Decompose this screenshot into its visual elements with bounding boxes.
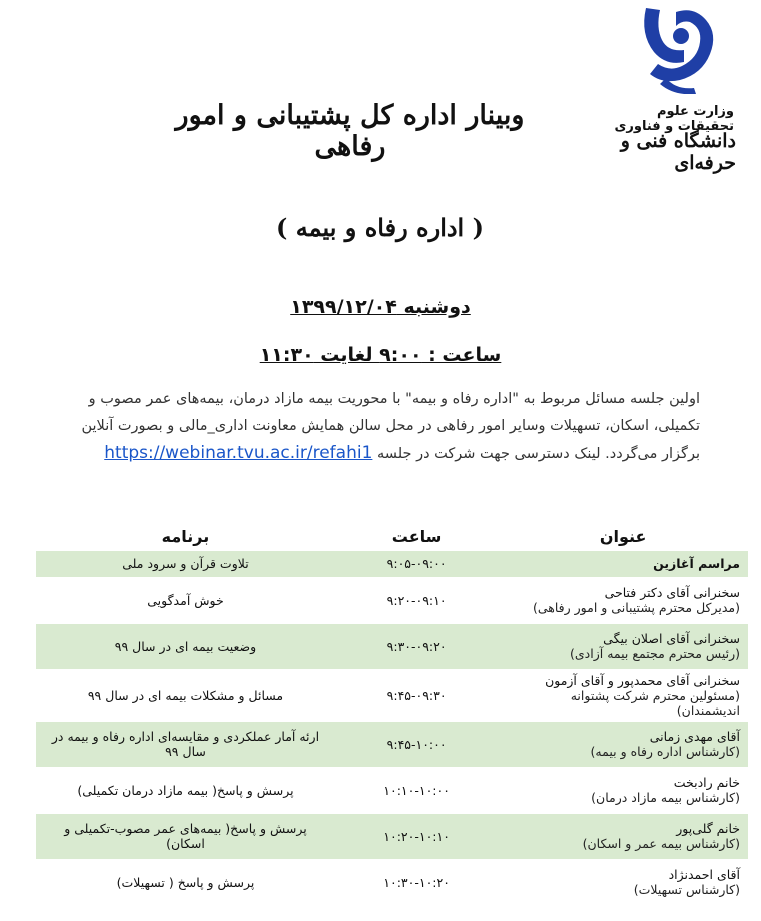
- row-program: پرسش و پاسخ( بیمه‌های عمر مصوب-تکمیلی و اسکان): [36, 813, 335, 859]
- row-title-cell: [498, 767, 748, 813]
- row-time: ۹:۴۵-۰۹:۳۰: [335, 669, 498, 721]
- event-date: [0, 296, 761, 318]
- intro-text: اولین جلسه مسائل مربوط به "اداره رفاه و بیمه" با محوریت بیمه مازاد درمان، بیمه‌های عمر مصوب و تکمیلی، اسکان، تسهیلات وسایر امور رفاهی در محل سالن همایش معاونت اداری_مالی و بصورت آنلاین برگزار می‌گردد. لینک دسترسی جهت شرکت در جلسه: [81, 391, 700, 462]
- row-subtitle: (مسئولین محترم شرکت پشتوانه اندیشمندان): [570, 687, 740, 718]
- table-row: [36, 551, 748, 577]
- table-row: [36, 669, 748, 721]
- row-title: خانم رادبخت: [673, 775, 740, 790]
- row-title-cell: [498, 669, 748, 721]
- intro-paragraph: [72, 386, 700, 468]
- row-title-cell: [498, 577, 748, 623]
- row-time: ۱۰:۳۰-۱۰:۲۰: [335, 859, 498, 905]
- row-title: مراسم آغازین: [653, 556, 740, 572]
- row-time: ۱۰:۲۰-۱۰:۱۰: [335, 813, 498, 859]
- header-title: عنوان: [599, 526, 647, 546]
- row-time: ۹:۴۵-۱۰:۰۰: [335, 721, 498, 767]
- row-title: سخنرانی آقای اصلان بیگی: [603, 631, 740, 646]
- row-title-cell: [498, 859, 748, 905]
- event-date-text: دوشنبه ۱۳۹۹/۱۲/۰۴: [290, 296, 471, 318]
- row-time: ۹:۳۰-۰۹:۲۰: [335, 623, 498, 669]
- row-program: مسائل و مشکلات بیمه ای در سال ۹۹: [36, 669, 335, 721]
- row-title: سخنرانی آقای دکتر فتاحی: [604, 585, 740, 600]
- row-program: ارئه آمار عملکردی و مقایسه‌ای اداره رفاه و بیمه در سال ۹۹: [36, 721, 335, 767]
- row-title: آقای احمدنژاد: [668, 867, 740, 882]
- row-subtitle: (مدیرکل محترم پشتیبانی و امور رفاهی): [532, 600, 740, 615]
- university-name: دانشگاه فنی و حرفه‌ای: [620, 130, 736, 174]
- row-time: ۱۰:۱۰-۱۰:۰۰: [335, 767, 498, 813]
- row-program: پرسش و پاسخ( بیمه مازاد درمان تکمیلی): [36, 767, 335, 813]
- row-title: آقای مهدی زمانی: [649, 729, 740, 744]
- table-row: [36, 577, 748, 623]
- webinar-link[interactable]: https://webinar.tvu.ac.ir/refahi1: [104, 443, 373, 463]
- schedule-table: [36, 521, 748, 906]
- table-row: [36, 721, 748, 767]
- university-logo: [600, 4, 750, 174]
- row-program: پرسش و پاسخ ( تسهیلات): [36, 859, 335, 905]
- table-header-row: [36, 521, 748, 551]
- schedule-body: [36, 551, 748, 905]
- row-subtitle: (کارشناس اداره رفاه و بیمه): [590, 744, 740, 759]
- event-time-text: ساعت : ۹:۰۰ لغایت ۱۱:۳۰: [259, 344, 502, 366]
- row-title: خانم گلی‌پور: [676, 821, 740, 836]
- table-row: [36, 623, 748, 669]
- row-subtitle: (رئیس محترم مجتمع بیمه آزادی): [570, 646, 740, 661]
- row-title-cell: [498, 623, 748, 669]
- page-subtitle: ( اداره رفاه و بیمه ): [276, 213, 484, 242]
- row-title: سخنرانی آقای محمدپور و آقای آزمون: [545, 672, 740, 688]
- row-time: ۹:۲۰-۰۹:۱۰: [335, 577, 498, 623]
- header-time: ساعت: [391, 526, 442, 546]
- row-program: وضعیت بیمه ای در سال ۹۹: [36, 623, 335, 669]
- table-row: [36, 859, 748, 905]
- row-subtitle: (کارشناس بیمه عمر و اسکان): [582, 836, 740, 851]
- row-program: تلاوت قرآن و سرود ملی: [36, 551, 335, 577]
- ministry-name: وزارت علوم تحقیقات و فناوری: [614, 104, 734, 134]
- row-subtitle: (کارشناس بیمه مازاد درمان): [591, 790, 740, 805]
- page-title: وبینار اداره کل پشتیبانی و امور رفاهی: [175, 100, 525, 162]
- table-row: [36, 767, 748, 813]
- table-row: [36, 813, 748, 859]
- event-time: [0, 344, 761, 366]
- row-time: ۹:۰۵-۰۹:۰۰: [335, 551, 498, 577]
- row-subtitle: (کارشناس تسهیلات): [633, 882, 740, 897]
- row-program: خوش آمدگویی: [36, 577, 335, 623]
- university-emblem-icon: [636, 4, 720, 94]
- header-program: برنامه: [161, 526, 210, 546]
- row-title-cell: [498, 813, 748, 859]
- row-title-cell: [498, 721, 748, 767]
- row-title-cell: [498, 551, 748, 577]
